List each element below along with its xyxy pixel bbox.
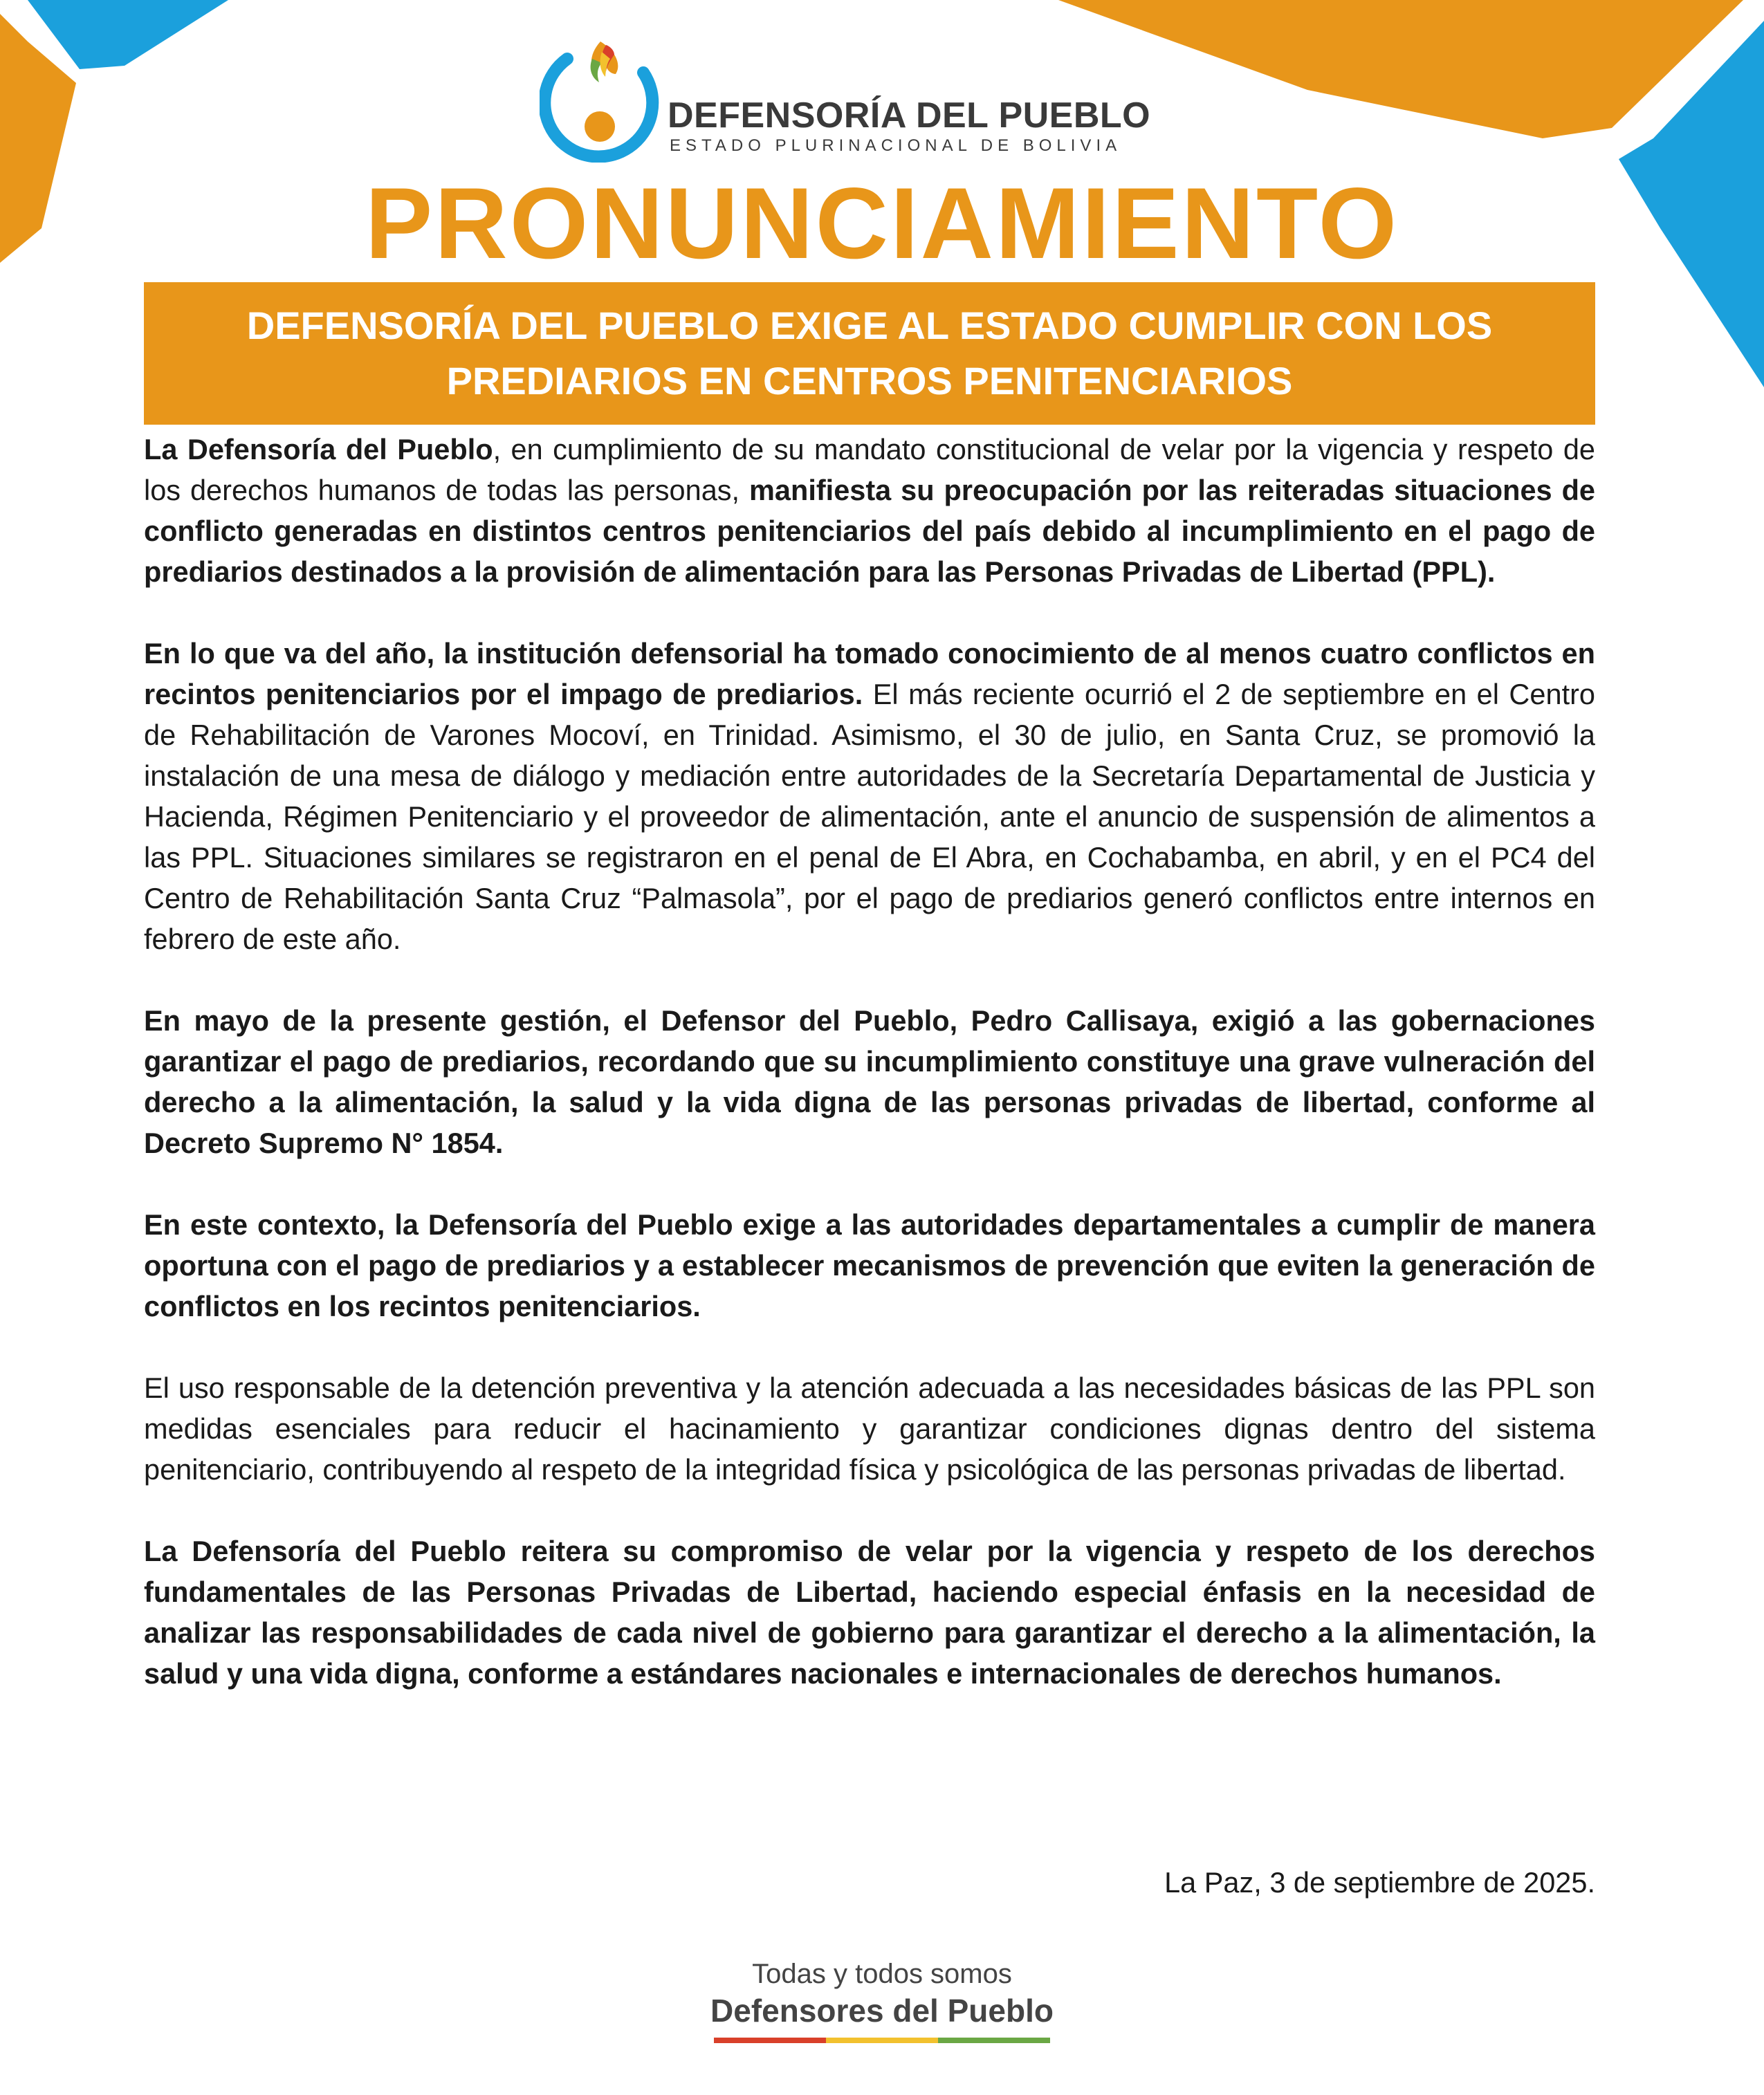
top-left-blue-shape <box>28 0 228 69</box>
paragraph-1 <box>144 429 1595 592</box>
paragraph-6-text: La Defensoría del Pueblo reitera su compromiso de velar por la vigencia y respeto de los derechos fundamentales de las Personas Privadas de Libertad, haciendo especial énfasis en la necesidad de analizar las responsabilidades de cada nivel de gobierno para garantizar el derecho a la alimentación, la salud y una vida digna, conforme a estándares nacionales e internacionales de derechos humanos. <box>144 1535 1595 1690</box>
page-title: PRONUNCIAMIENTO <box>365 167 1399 279</box>
tricolor-yellow <box>826 2038 938 2043</box>
paragraph-6 <box>144 1531 1595 1694</box>
paragraph-1-lead: La Defensoría del Pueblo <box>144 433 493 465</box>
paragraph-2-lead: En lo que va del año, la institución defensorial ha tomado conocimiento de al menos cuatro conflictos en recintos penitenciarios por el impago de prediarios. <box>144 637 1595 710</box>
paragraph-4-text: En este contexto, la Defensoría del Pueblo exige a las autoridades departamentales a cumplir de manera oportuna con el pago de prediarios y a establecer mecanismos de prevención que eviten la generación de conflictos en los recintos penitenciarios. <box>144 1208 1595 1322</box>
paragraph-3 <box>144 1000 1595 1163</box>
headline-line-1: DEFENSORÍA DEL PUEBLO EXIGE AL ESTADO CUMPLIR CON LOS <box>246 304 1493 347</box>
document-date: La Paz, 3 de septiembre de 2025. <box>1164 1866 1595 1899</box>
paragraph-4 <box>144 1204 1595 1327</box>
paragraph-2-text: El más reciente ocurrió el 2 de septiembre en el Centro de Rehabilitación de Varones Mocoví, en Trinidad. Asimismo, el 30 de julio, en Santa Cruz, se promovió la instalación de una mesa de diálogo y mediación entre autoridades de la Secretaría Departamental de Justicia y Hacienda, Régimen Penitenciario y el proveedor de alimentación, ante el anuncio de suspensión de alimentos a las PPL. Situaciones similares se registraron en el penal de El Abra, en Cochabamba, en abril, y en el PC4 del Centro de Rehabilitación Santa Cruz “Palmasola”, por el pago de prediarios generó conflictos entre internos en febrero de este año. <box>144 678 1595 955</box>
paragraph-1-emphasis: manifiesta su preocupación por las reiteradas situaciones de conflicto generadas en distintos centros penitenciarios del país debido al incumplimiento en el pago de prediarios destinados a la provisión de alimentación para las Personas Privadas de Libertad (PPL). <box>144 474 1595 588</box>
defensoria-emblem-icon <box>540 31 664 163</box>
paragraph-3-text: En mayo de la presente gestión, el Defensor del Pueblo, Pedro Callisaya, exigió a las gobernaciones garantizar el pago de prediarios, recordando que su incumplimiento constituye una grave vulneración del derecho a la alimentación, la salud y la vida digna de las personas privadas de libertad, conforme al Decreto Supremo N° 1854. <box>144 1004 1595 1159</box>
paragraph-2 <box>144 633 1595 959</box>
tricolor-green <box>938 2038 1050 2043</box>
headline-banner <box>144 282 1595 425</box>
tricolor-red <box>714 2038 826 2043</box>
institution-logo <box>540 31 1231 163</box>
paragraph-5 <box>144 1367 1595 1490</box>
institution-subtitle: ESTADO PLURINACIONAL DE BOLIVIA <box>670 136 1122 155</box>
paragraph-1-text: , en cumplimiento de su mandato constitucional de velar por la vigencia y respeto de los derechos humanos de todas las personas, <box>144 433 1595 506</box>
statement-body <box>144 429 1595 1735</box>
headline-line-2: PREDIARIOS EN CENTROS PENITENCIARIOS <box>446 359 1293 403</box>
slogan-line-2: Defensores del Pueblo <box>710 1993 1054 2029</box>
institution-name: DEFENSORÍA DEL PUEBLO <box>668 95 1151 136</box>
paragraph-5-text: El uso responsable de la detención preventiva y la atención adecuada a las necesidades básicas de las PPL son medidas esenciales para reducir el hacinamiento y garantizar condiciones dignas dentro del sistema penitenciario, contribuyendo al respeto de la integridad física y psicológica de las personas privadas de libertad. <box>144 1372 1595 1486</box>
slogan-line-1: Todas y todos somos <box>752 1959 1012 1989</box>
tricolor-bar <box>714 2038 1050 2043</box>
footer-slogan <box>0 1957 1764 2043</box>
